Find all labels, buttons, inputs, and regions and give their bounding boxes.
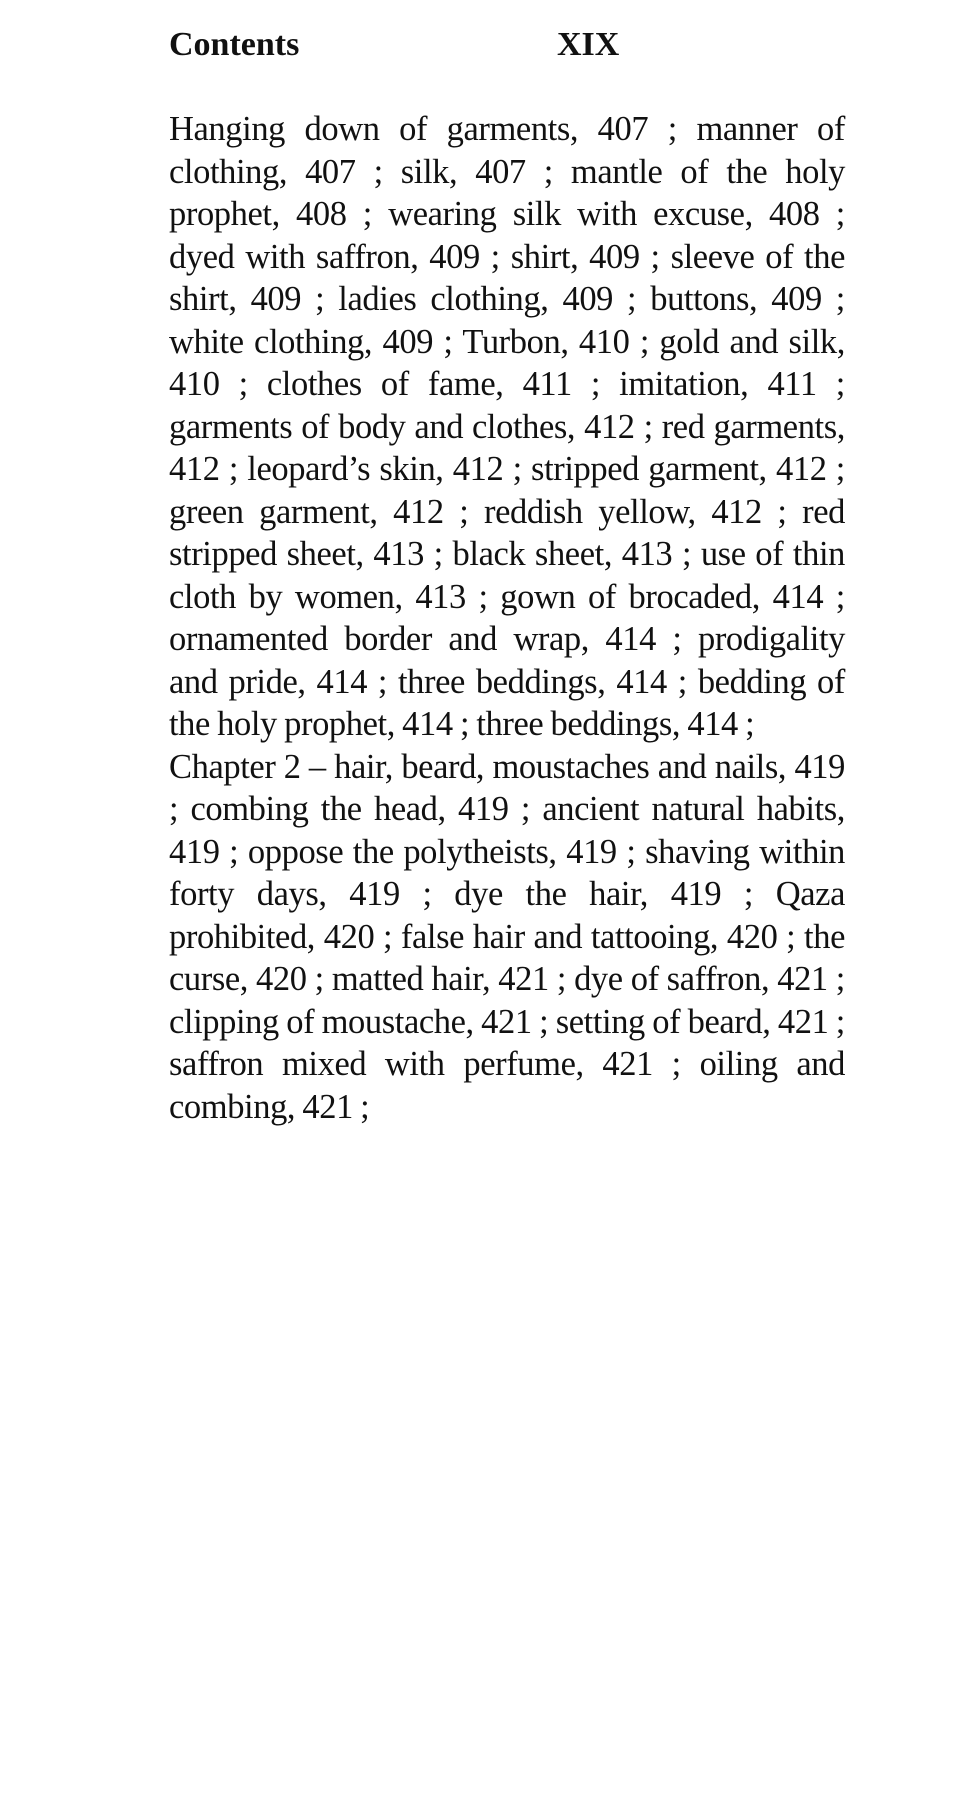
contents-paragraph-clothing: Hanging down of garments, 407 ; manner of clothing, 407 ; silk, 407 ; mantle of the holy prophet, 408 ; wearing silk with excuse, 408 ; dyed with saffron, 409 ; shirt, 409 ; sleeve of the shirt, 409 ; ladies clothing, 409 ; buttons, 409 ; white clothing, 409 ; Turbon, 410 ; gold and silk, 410 ; clothes of fame, 411 ; imitation, 411 ; garments of body and clothes, 412 ; red garments, 412 ; leopard’s skin, 412 ; stripped garment, 412 ; green garment, 412 ; reddish yellow, 412 ; red stripped sheet, 413 ; black sheet, 413 ; use of thin cloth by women, 413 ; gown of brocaded, 414 ; ornamented border and wrap, 414 ; prodigality and pride, 414 ; three beddings, 414 ; bedding of the holy prophet, 414 ; three beddings, 414 ; (169, 110, 845, 743)
page-header (169, 22, 845, 68)
document-page (169, 0, 845, 1128)
contents-paragraph-chapter-2: Chapter 2 – hair, beard, moustaches and nails, 419 ; combing the head, 419 ; ancient natural habits, 419 ; oppose the polytheists, 419 ; shaving within forty days, 419 ; dye the hair, 419 ; Qaza prohibited, 420 ; false hair and tattooing, 420 ; the curse, 420 ; matted hair, 421 ; dye of saffron, 421 ; clipping of moustache, 421 ; setting of beard, 421 ; saffron mixed with perfume, 421 ; oiling and combing, 421 ; (169, 747, 845, 1126)
running-title: Contents (169, 26, 300, 63)
contents-body (169, 108, 845, 1128)
page-number: XIX (557, 26, 620, 63)
